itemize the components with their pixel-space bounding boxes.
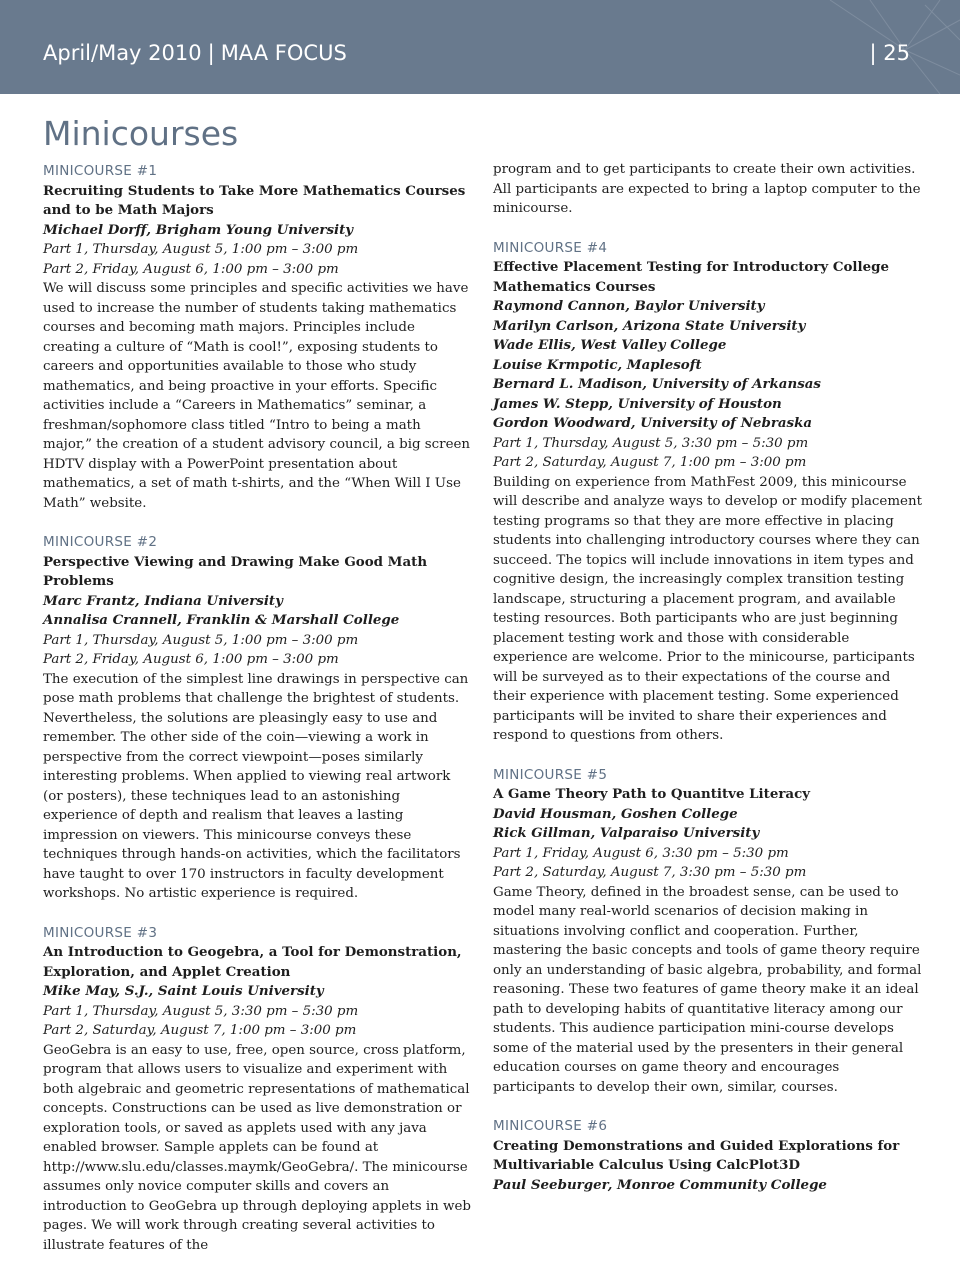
header-separator: | bbox=[207, 41, 215, 65]
session-part-1: Part 1, Thursday, August 5, 1:00 pm – 3:00 pm bbox=[43, 242, 359, 257]
continued-description: program and to get participants to create their own activities. All participants are expected to bring a laptop computer to the minicourse. bbox=[493, 162, 921, 216]
minicourse-3 bbox=[43, 924, 473, 1256]
minicourse-label: MINICOURSE #2 bbox=[43, 534, 158, 550]
presenter: David Housman, Goshen College bbox=[493, 805, 738, 822]
presenter: Michael Dorff, Brigham Young University bbox=[43, 221, 354, 238]
presenter: Bernard L. Madison, University of Arkansas bbox=[493, 376, 821, 392]
minicourse-title: Recruiting Students to Take More Mathematics Courses and to be Math Majors bbox=[43, 182, 466, 218]
minicourse-2 bbox=[43, 533, 473, 904]
right-column bbox=[493, 160, 923, 1215]
presenter: Marc Frantz, Indiana University bbox=[43, 592, 283, 609]
presenter: Gordon Woodward, University of Nebraska bbox=[493, 415, 813, 431]
header-page-number: | 25 bbox=[869, 41, 910, 65]
presenter: Rick Gillman, Valparaiso University bbox=[493, 825, 760, 841]
presenter: Marilyn Carlson, Arizona State University bbox=[493, 317, 806, 334]
presenter: Wade Ellis, West Valley College bbox=[493, 337, 727, 353]
minicourse-description: Game Theory, defined in the broadest sense, can be used to model many real-world scenarios of decision making in situations involving conflict and cooperation. Further, mastering the basic concepts and tools of game theory require only an understanding of basic algebra, probability, and formal reasoning. These two features of game theory make it an ideal path to developing habits of quantitative literacy among our students. This audience participation mini-course develops some of the material used by the presenters in their general education courses on game theory and encourages participants to develop their own, similar, courses. bbox=[493, 884, 922, 1095]
session-part-1: Part 1, Thursday, August 5, 1:00 pm – 3:00 pm bbox=[43, 632, 359, 648]
minicourse-description: The execution of the simplest line drawings in perspective can pose math problems that challenge the brightest of students. Nevertheless, the solutions are pleasingly easy to use and remember. The other side of the coin—viewing a work in perspective from the correct viewpoint—poses similarly interesting problems. When applied to viewing real artwork (or posters), these techniques lead to an astonishing experience of depth and realism that leaves a lasting impression on viewers. This minicourse conveys these techniques through hands-on activities, which the facilitators have taught to over 170 instructors in faculty development workshops. No artistic experience is required. bbox=[43, 671, 469, 901]
presenter: James W. Stepp, University of Houston bbox=[493, 395, 782, 412]
left-column bbox=[43, 162, 473, 1275]
minicourse-title: Effective Placement Testing for Introductory College Mathematics Courses bbox=[493, 259, 890, 295]
minicourse-label: MINICOURSE #4 bbox=[493, 239, 608, 256]
minicourse-title: A Game Theory Path to Quantitve Literacy bbox=[493, 786, 811, 802]
minicourse-description: We will discuss some principles and specific activities we have used to increase the number of students taking mathematics courses and becoming math majors. Principles include creating a culture of “Math is cool!”, exposing students to careers and opportunities available to those who study mathematics, and being proactive in your efforts. Specific activities include a “Careers in Mathematics” seminar, a freshman/sophomore class titled “Intro to being a math major,” the creation of a student advisory council, a big screen HDTV display with a PowerPoint presentation about mathematics, a set of math t-shirts, and the “When Will I Use Math” website. bbox=[43, 281, 471, 511]
minicourse-4 bbox=[493, 239, 923, 746]
header-issue-line bbox=[43, 41, 347, 65]
minicourse-label: MINICOURSE #6 bbox=[493, 1118, 608, 1134]
minicourse-label: MINICOURSE #5 bbox=[493, 766, 608, 783]
continued-text-block bbox=[493, 160, 923, 219]
presenter: Louise Krmpotic, Maplesoft bbox=[493, 356, 702, 373]
minicourse-title: Perspective Viewing and Drawing Make Good Math Problems bbox=[43, 553, 428, 589]
presenter: Mike May, S.J., Saint Louis University bbox=[43, 983, 324, 999]
session-part-2: Part 2, Friday, August 6, 1:00 pm – 3:00 pm bbox=[43, 652, 339, 667]
session-part-1: Part 1, Thursday, August 5, 3:30 pm – 5:30 pm bbox=[43, 1003, 359, 1019]
page-header bbox=[0, 0, 960, 94]
minicourse-6 bbox=[493, 1117, 923, 1195]
session-part-2: Part 2, Friday, August 6, 1:00 pm – 3:00 pm bbox=[43, 261, 339, 277]
minicourse-5 bbox=[493, 766, 923, 1098]
presenter: Paul Seeburger, Monroe Community College bbox=[493, 1176, 827, 1193]
minicourse-description: Building on experience from MathFest 2009, this minicourse will describe and analyze ways to develop or modify placement testing programs so that they are more effective in placing students into challenging introductory courses where they can succeed. The topics will include innovations in item types and cognitive design, the increasingly complex transition testing landscape, structuring a placement program, and available testing resources. Both participants who are just beginning placement testing work and those with considerable experience are welcome. Prior to the minicourse, participants will be surveyed as to their expectations of the course and their experience with placement testing. Some experienced participants will be invited to share their experiences and respond to questions from others. bbox=[493, 474, 922, 743]
minicourse-description: GeoGebra is an easy to use, free, open source, cross platform, program that allows users to visualize and experiment with both algebraic and geometric representations of mathematical concepts. Constructions can be used as live demonstration or exploration tools, or saved as applets used with any java enabled browser. Sample applets can be found at http://www.slu.edu/classes.maymk/GeoGebra/. The minicourse assumes only novice computer skills and covers an introduction to GeoGebra up through deploying applets in web pages. We will work through creating several activities to illustrate features of the bbox=[43, 1042, 471, 1253]
minicourse-label: MINICOURSE #3 bbox=[43, 924, 158, 941]
minicourse-label: MINICOURSE #1 bbox=[43, 163, 158, 179]
header-publication: MAA FOCUS bbox=[220, 41, 347, 65]
session-part-2: Part 2, Saturday, August 7, 3:30 pm – 5:30 pm bbox=[493, 865, 807, 880]
session-part-2: Part 2, Saturday, August 7, 1:00 pm – 3:00 pm bbox=[493, 455, 807, 470]
presenter: Annalisa Crannell, Franklin & Marshall College bbox=[43, 612, 400, 628]
session-part-2: Part 2, Saturday, August 7, 1:00 pm – 3:00 pm bbox=[43, 1023, 357, 1038]
session-part-1: Part 1, Friday, August 6, 3:30 pm – 5:30 pm bbox=[493, 845, 789, 861]
minicourse-title: An Introduction to Geogebra, a Tool for Demonstration, Exploration, and Applet Creation bbox=[43, 944, 462, 980]
presenter: Raymond Cannon, Baylor University bbox=[493, 298, 765, 314]
page-title: Minicourses bbox=[43, 114, 239, 153]
session-part-1: Part 1, Thursday, August 5, 3:30 pm – 5:30 pm bbox=[493, 435, 809, 451]
minicourse-1 bbox=[43, 162, 473, 513]
minicourse-title: Creating Demonstrations and Guided Explorations for Multivariable Calculus Using CalcPlot3D bbox=[493, 1137, 900, 1173]
header-issue: April/May 2010 bbox=[43, 41, 202, 65]
